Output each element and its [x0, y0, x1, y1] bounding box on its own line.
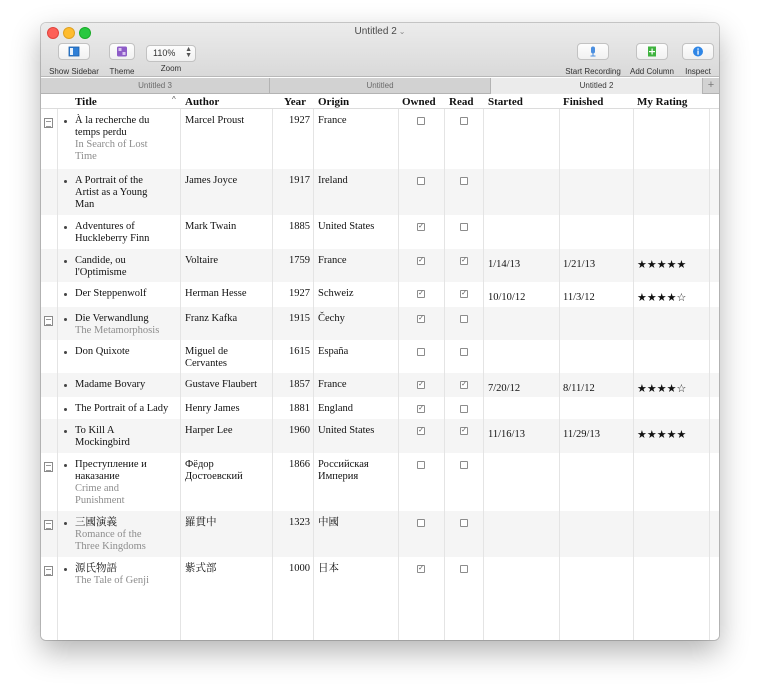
owned-checkbox[interactable]: ✓: [418, 381, 424, 388]
title-line: Candide, ou: [75, 255, 126, 266]
author-line: Franz Kafka: [185, 313, 238, 324]
author-cell[interactable]: [185, 403, 273, 415]
subtitle-line: Romance of the: [75, 529, 142, 540]
note-icon[interactable]: [44, 118, 53, 128]
title-cell[interactable]: [75, 459, 179, 507]
author-line: Mark Twain: [185, 221, 237, 232]
read-checkbox[interactable]: [460, 405, 468, 413]
title-cell[interactable]: [75, 517, 179, 553]
read-checkbox[interactable]: [460, 177, 468, 185]
title-cell[interactable]: [75, 403, 179, 415]
origin-cell[interactable]: [318, 288, 398, 300]
rating-stars[interactable]: ★★★★☆: [637, 382, 687, 395]
table-row[interactable]: [41, 249, 719, 282]
author-cell[interactable]: [185, 115, 273, 127]
owned-checkbox[interactable]: [417, 519, 425, 527]
title-line: Huckleberry Finn: [75, 233, 150, 244]
title-line: Преступление и: [75, 459, 147, 470]
subtitle-line: Punishment: [75, 495, 125, 506]
theme-label: Theme: [109, 67, 135, 76]
table-row[interactable]: [41, 340, 719, 373]
title-line: The Portrait of a Lady: [75, 403, 169, 414]
chevron-down-icon: ⌄: [398, 27, 406, 36]
read-checkbox[interactable]: ✓: [461, 290, 467, 297]
bullet-icon: [64, 120, 67, 123]
note-icon[interactable]: [44, 520, 53, 530]
bullet-icon: [64, 351, 67, 354]
title-cell[interactable]: [75, 346, 179, 358]
origin-cell[interactable]: [318, 346, 398, 358]
title-line: l'Optimisme: [75, 267, 127, 278]
start-recording-button[interactable]: [577, 43, 609, 60]
theme-item[interactable]: [105, 43, 139, 76]
rating-stars[interactable]: ★★★★★: [637, 258, 687, 271]
inspect-label: Inspect: [685, 67, 711, 76]
add-column-button[interactable]: [636, 43, 668, 60]
author-line: Voltaire: [185, 255, 219, 266]
sort-ascending-icon[interactable]: ^: [172, 95, 176, 104]
bullet-icon: [64, 384, 67, 387]
bullet-icon: [64, 226, 67, 229]
owned-checkbox[interactable]: [417, 461, 425, 469]
author-line: Miguel de: [185, 346, 228, 357]
bullet-icon: [64, 522, 67, 525]
author-line: Фёдор: [185, 459, 214, 470]
origin-cell[interactable]: [318, 313, 398, 325]
rating-stars[interactable]: ★★★★★: [637, 428, 687, 441]
tab-label: Untitled 2: [579, 81, 614, 90]
title-cell[interactable]: [75, 379, 179, 391]
microphone-icon: [588, 46, 599, 57]
author-line: Gustave Flaubert: [185, 379, 258, 390]
origin-line: Čechy: [318, 313, 345, 324]
add-column-icon: [647, 46, 658, 57]
origin-cell[interactable]: [318, 255, 398, 267]
note-icon[interactable]: [44, 462, 53, 472]
table-header: [41, 95, 719, 109]
inspect-button[interactable]: [682, 43, 714, 60]
started-cell[interactable]: 1/14/13: [488, 259, 521, 270]
origin-line: Империя: [318, 471, 359, 482]
column-header-year[interactable]: Year: [284, 96, 306, 108]
window-title[interactable]: [41, 26, 719, 37]
subtitle-line: In Search of Lost: [75, 139, 148, 150]
title-cell[interactable]: [75, 115, 179, 163]
tab-label: Untitled: [366, 81, 394, 90]
table-row[interactable]: [41, 557, 719, 593]
subtitle-line: Crime and: [75, 483, 120, 494]
origin-line: Schweiz: [318, 288, 354, 299]
table-row[interactable]: [41, 307, 719, 340]
title-bar: [41, 23, 719, 77]
books-table: [41, 95, 719, 640]
column-divider: [444, 109, 445, 640]
year-cell[interactable]: 1615: [289, 346, 310, 357]
sidebar-icon: [69, 46, 80, 57]
zoom-value: 110%: [153, 48, 176, 58]
column-divider: [313, 109, 314, 640]
theme-button[interactable]: [109, 43, 135, 60]
finished-cell[interactable]: 8/11/12: [563, 383, 595, 394]
origin-line: 日本: [318, 563, 339, 574]
stepper-arrows-icon[interactable]: ▲ ▼: [185, 46, 192, 59]
show-sidebar-button[interactable]: [58, 43, 90, 60]
author-cell[interactable]: [185, 379, 273, 391]
author-cell[interactable]: [185, 517, 273, 529]
bullet-icon: [64, 180, 67, 183]
table-row[interactable]: [41, 397, 719, 419]
tab-bar: [41, 78, 719, 94]
origin-cell[interactable]: [318, 459, 398, 483]
author-cell[interactable]: [185, 255, 273, 267]
owned-checkbox[interactable]: ✓: [418, 427, 424, 434]
origin-line: United States: [318, 425, 375, 436]
year-cell[interactable]: 1866: [289, 459, 310, 470]
subtitle-line: Three Kingdoms: [75, 541, 146, 552]
title-cell[interactable]: [75, 255, 179, 279]
title-line: Die Verwandlung: [75, 313, 149, 324]
read-checkbox[interactable]: [460, 519, 468, 527]
column-header-owned[interactable]: Owned: [402, 96, 436, 108]
column-header-origin[interactable]: Origin: [318, 96, 350, 108]
subtitle-line: The Tale of Genji: [75, 575, 150, 586]
start-recording-item[interactable]: [560, 43, 626, 76]
author-line: Cervantes: [185, 358, 227, 369]
origin-line: Ireland: [318, 175, 348, 186]
author-line: 羅貫中: [185, 517, 217, 528]
origin-cell[interactable]: [318, 379, 398, 391]
table-row[interactable]: [41, 169, 719, 215]
year-cell[interactable]: 1915: [289, 313, 310, 324]
author-line: Herman Hesse: [185, 288, 247, 299]
origin-line: Российская: [318, 459, 369, 470]
origin-cell[interactable]: [318, 517, 398, 529]
title-line: 三國演義: [75, 517, 117, 528]
origin-cell[interactable]: [318, 221, 398, 233]
inspect-item[interactable]: [679, 43, 717, 76]
author-cell[interactable]: [185, 288, 273, 300]
add-column-label: Add Column: [629, 67, 675, 76]
read-checkbox[interactable]: [460, 565, 468, 573]
owned-checkbox[interactable]: [417, 117, 425, 125]
bullet-icon: [64, 293, 67, 296]
subtitle-line: Time: [75, 151, 97, 162]
author-cell[interactable]: [185, 563, 273, 575]
origin-line: France: [318, 379, 347, 390]
table-row[interactable]: [41, 419, 719, 453]
table-row[interactable]: [41, 511, 719, 557]
origin-cell[interactable]: [318, 175, 398, 187]
title-line: Adventures of: [75, 221, 135, 232]
owned-checkbox[interactable]: [417, 177, 425, 185]
bullet-icon: [64, 430, 67, 433]
add-column-item[interactable]: [627, 43, 677, 76]
title-cell[interactable]: [75, 425, 179, 449]
started-cell[interactable]: 7/20/12: [488, 383, 521, 394]
year-cell[interactable]: 1323: [289, 517, 310, 528]
table-row[interactable]: [41, 373, 719, 397]
tab-label: Untitled 3: [138, 81, 172, 90]
author-cell[interactable]: [185, 313, 273, 325]
read-checkbox[interactable]: [460, 117, 468, 125]
title-line: Artist as a Young: [75, 187, 148, 198]
read-checkbox[interactable]: ✓: [461, 257, 467, 264]
table-row[interactable]: [41, 282, 719, 307]
year-cell[interactable]: 1927: [289, 115, 310, 126]
info-icon: [693, 46, 704, 57]
column-divider: [272, 109, 273, 640]
author-line: Henry James: [185, 403, 240, 414]
title-line: 源氏物語: [75, 563, 117, 574]
started-cell[interactable]: 11/16/13: [488, 429, 525, 440]
show-sidebar-item[interactable]: [47, 43, 101, 76]
origin-cell[interactable]: [318, 115, 398, 127]
read-checkbox[interactable]: ✓: [461, 427, 467, 434]
author-line: Marcel Proust: [185, 115, 245, 126]
title-cell[interactable]: [75, 313, 179, 337]
column-header-finished[interactable]: Finished: [563, 96, 604, 108]
bullet-icon: [64, 568, 67, 571]
title-line: Madame Bovary: [75, 379, 146, 390]
column-divider: [398, 109, 399, 640]
column-header-rating[interactable]: My Rating: [637, 96, 688, 108]
zoom-label: Zoom: [160, 64, 182, 73]
origin-cell[interactable]: [318, 563, 398, 575]
title-cell[interactable]: [75, 221, 179, 245]
origin-cell[interactable]: [318, 425, 398, 437]
app-window: [41, 23, 719, 640]
bullet-icon: [64, 260, 67, 263]
author-cell[interactable]: [185, 425, 273, 437]
year-cell[interactable]: 1917: [289, 175, 310, 186]
tab-untitled[interactable]: [270, 78, 491, 94]
title-cell[interactable]: [75, 288, 179, 300]
year-cell[interactable]: 1881: [289, 403, 310, 414]
year-cell[interactable]: 1927: [289, 288, 310, 299]
origin-line: England: [318, 403, 353, 414]
origin-line: España: [318, 346, 349, 357]
column-divider: [57, 109, 58, 640]
title-line: temps perdu: [75, 127, 127, 138]
year-cell[interactable]: 1000: [289, 563, 310, 574]
column-divider: [633, 109, 634, 640]
owned-checkbox[interactable]: ✓: [418, 257, 424, 264]
author-cell[interactable]: [185, 221, 273, 233]
title-line: Der Steppenwolf: [75, 288, 147, 299]
origin-cell[interactable]: [318, 403, 398, 415]
origin-line: United States: [318, 221, 375, 232]
column-header-author[interactable]: Author: [185, 96, 220, 108]
subtitle-line: The Metamorphosis: [75, 325, 160, 336]
title-line: Mockingbird: [75, 437, 130, 448]
title-line: À la recherche du: [75, 115, 150, 126]
column-divider: [180, 109, 181, 640]
start-recording-label: Start Recording: [565, 67, 621, 76]
tab-untitled-2[interactable]: [491, 78, 703, 94]
column-divider: [709, 109, 710, 640]
read-checkbox[interactable]: [460, 315, 468, 323]
finished-cell[interactable]: 11/3/12: [563, 292, 595, 303]
author-cell[interactable]: [185, 459, 273, 483]
title-line: Don Quixote: [75, 346, 130, 357]
note-icon[interactable]: [44, 566, 53, 576]
window-title-text: Untitled 2: [354, 26, 397, 37]
owned-checkbox[interactable]: [417, 348, 425, 356]
finished-cell[interactable]: 11/29/13: [563, 429, 600, 440]
column-divider: [559, 109, 560, 640]
year-cell[interactable]: 1759: [289, 255, 310, 266]
bullet-icon: [64, 408, 67, 411]
read-checkbox[interactable]: ✓: [461, 381, 467, 388]
title-line: Man: [75, 199, 95, 210]
rating-stars[interactable]: ★★★★☆: [637, 291, 687, 304]
author-line: Harper Lee: [185, 425, 233, 436]
owned-checkbox[interactable]: ✓: [418, 405, 424, 412]
show-sidebar-label: Show Sidebar: [49, 67, 99, 76]
finished-cell[interactable]: 1/21/13: [563, 259, 596, 270]
bullet-icon: [64, 318, 67, 321]
origin-line: 中國: [318, 517, 339, 528]
title-cell[interactable]: [75, 563, 179, 587]
author-cell[interactable]: [185, 175, 273, 187]
author-line: James Joyce: [185, 175, 238, 186]
new-tab-button[interactable]: +: [707, 79, 715, 91]
owned-checkbox[interactable]: ✓: [418, 290, 424, 297]
author-line: Достоевский: [185, 471, 243, 482]
title-line: A Portrait of the: [75, 175, 143, 186]
note-icon[interactable]: [44, 316, 53, 326]
column-header-read[interactable]: Read: [449, 96, 474, 108]
column-header-started[interactable]: Started: [488, 96, 523, 108]
read-checkbox[interactable]: [460, 223, 468, 231]
year-cell[interactable]: 1885: [289, 221, 310, 232]
zoom-item: [145, 43, 197, 73]
zoom-stepper[interactable]: [146, 45, 196, 62]
theme-icon: [117, 46, 128, 57]
title-line: наказание: [75, 471, 120, 482]
origin-line: France: [318, 255, 347, 266]
author-line: 紫式部: [185, 563, 217, 574]
read-checkbox[interactable]: [460, 461, 468, 469]
year-cell[interactable]: 1960: [289, 425, 310, 436]
title-line: To Kill A: [75, 425, 115, 436]
year-cell[interactable]: 1857: [289, 379, 310, 390]
column-header-title[interactable]: Title: [75, 96, 97, 108]
table-row[interactable]: [41, 453, 719, 511]
bullet-icon: [64, 464, 67, 467]
title-cell[interactable]: [75, 175, 179, 211]
author-cell[interactable]: [185, 346, 273, 370]
column-divider: [483, 109, 484, 640]
tab-untitled-3[interactable]: [41, 78, 270, 94]
owned-checkbox[interactable]: ✓: [418, 315, 424, 322]
origin-line: France: [318, 115, 347, 126]
owned-checkbox[interactable]: ✓: [418, 565, 424, 572]
table-row[interactable]: [41, 109, 719, 169]
started-cell[interactable]: 10/10/12: [488, 292, 526, 303]
owned-checkbox[interactable]: ✓: [418, 223, 424, 230]
table-row[interactable]: [41, 215, 719, 249]
read-checkbox[interactable]: [460, 348, 468, 356]
